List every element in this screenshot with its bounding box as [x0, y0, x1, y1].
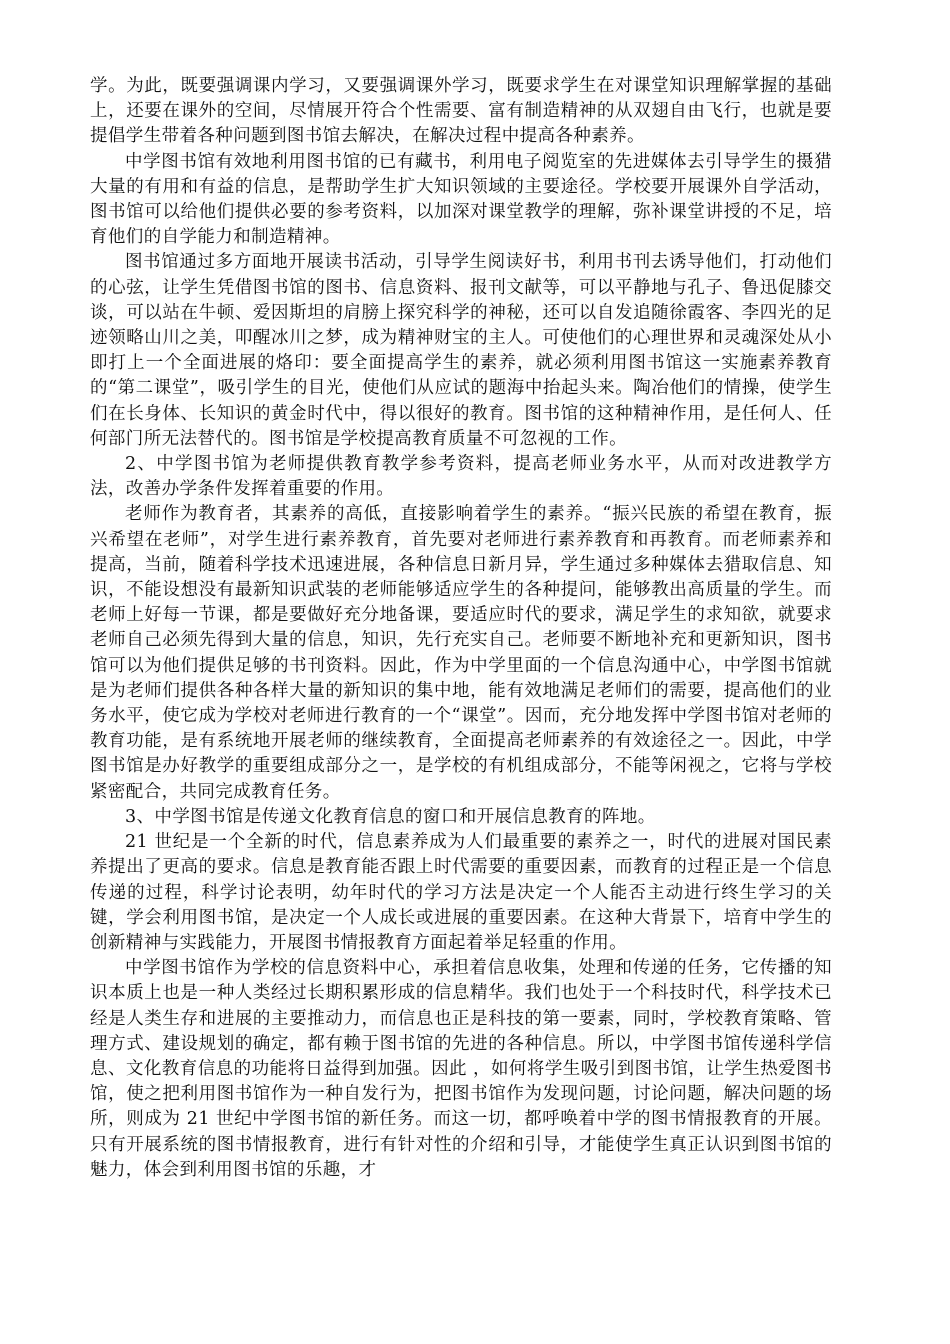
- paragraph-8: 中学图书馆作为学校的信息资料中心，承担着信息收集，处理和传递的任务，它传播的知识本质上也是一种人类经过长期积累形成的信息精华。我们也处于一个科技时代，科学技术已经是人类生存和进展的主要推动力，而信息也正是科技的第一要素，同时，学校教育策略、管理方式、建设规划的确定，都有赖于图书馆的先进的各种信息。所以，中学图书馆传递科学信息、文化教育信息的功能将日益得到加强。因此 ，如何将学生吸引到图书馆，让学生热爱图书馆，使之把利用图书馆作为一种自发行为，把图书馆作为发现问题，讨论问题，解决问题的场所，则成为 21 世纪中学图书馆的新任务。而这一切，都呼唤着中学的图书情报教育的开展。只有开展系统的图书情报教育，进行有针对性的介绍和引导，才能使学生真正认识到图书馆的魅力，体会到利用图书馆的乐趣，才: [90, 958, 832, 1180]
- paragraph-3: 图书馆通过多方面地开展读书活动，引导学生阅读好书，利用书刊去诱导他们，打动他们的心弦，让学生凭借图书馆的图书、信息资料、报刊文献等，可以平静地与孔子、鲁迅促膝交谈，可以站在牛顿、爱因斯坦的肩膀上探究科学的神秘，还可以自发追随徐霞客、李四光的足迹领略山川之美，叩醒冰川之梦，成为精神财宝的主人。可使他们的心理世界和灵魂深处从小即打上一个全面进展的烙印：要全面提高学生的素养，就必须利用图书馆这一实施素养教育的“第二课堂”，吸引学生的目光，使他们从应试的题海中抬起头来。陶冶他们的情操，使学生们在长身体、长知识的黄金时代中，得以很好的教育。图书馆的这种精神作用，是任何人、任何部门所无法替代的。图书馆是学校提高教育质量不可忽视的工作。: [90, 252, 832, 449]
- document-page: [90, 74, 832, 1183]
- section-heading-3: 3、中学图书馆是传递文化教育信息的窗口和开展信息教育的阵地。: [125, 806, 656, 827]
- section-heading-2: 2、中学图书馆为老师提供教育教学参考资料，提高老师业务水平，从而对改进教学方法，改善办学条件发挥着重要的作用。: [90, 454, 832, 500]
- paragraph-2: 中学图书馆有效地利用图书馆的已有藏书，利用电子阅览室的先进媒体去引导学生的摄猎大量的有用和有益的信息，是帮助学生扩大知识领域的主要途径。学校要开展课外自学活动，图书馆可以给他们提供必要的参考资料，以加深对课堂教学的理解，弥补课堂讲授的不足，培育他们的自学能力和制造精神。: [90, 151, 832, 248]
- paragraph-1: 学。为此，既要强调课内学习，又要强调课外学习，既要求学生在对课堂知识理解掌握的基础上，还要在课外的空间，尽情展开符合个性需要、富有制造精神的从双翅自由飞行，也就是要提倡学生带着各种问题到图书馆去解决，在解决过程中提高各种素养。: [90, 76, 832, 147]
- paragraph-7: 21 世纪是一个全新的时代，信息素养成为人们最重要的素养之一，时代的进展对国民素养提出了更高的要求。信息是教育能否跟上时代需要的重要因素，而教育的过程正是一个信息传递的过程，科学讨论表明，幼年时代的学习方法是决定一个人能否主动进行终生学习的关键，学会利用图书馆，是决定一个人成长或进展的重要因素。在这种大背景下，培育中学生的创新精神与实践能力，开展图书情报教育方面起着举足轻重的作用。: [90, 832, 832, 953]
- paragraph-5: 老师作为教育者，其素养的高低，直接影响着学生的素养。“振兴民族的希望在教育，振兴希望在老师”，对学生进行素养教育，首先要对老师进行素养教育和再教育。而老师素养和提高，当前，随着科学技术迅速进展，各种信息日新月异，学生通过多种媒体去猎取信息、知识，不能设想没有最新知识武装的老师能够适应学生的各种提问，能够教出高质量的学生。而老师上好每一节课，都是要做好充分地备课，要适应时代的要求，满足学生的求知欲，就要求老师自己必须先得到大量的信息，知识，先行充实自己。老师要不断地补充和更新知识，图书馆可以为他们提供足够的书刊资料。因此，作为中学里面的一个信息沟通中心，中学图书馆就是为老师们提供各种各样大量的新知识的集中地，能有效地满足老师们的需要，提高他们的业务水平，使它成为学校对老师进行教育的一个“课堂”。因而，充分地发挥中学图书馆对老师的教育功能，是有系统地开展老师的继续教育，全面提高老师素养的有效途径之一。因此，中学图书馆是办好教学的重要组成部分之一，是学校的有机组成部分，不能等闲视之，它将与学校紧密配合，共同完成教育任务。: [90, 504, 832, 802]
